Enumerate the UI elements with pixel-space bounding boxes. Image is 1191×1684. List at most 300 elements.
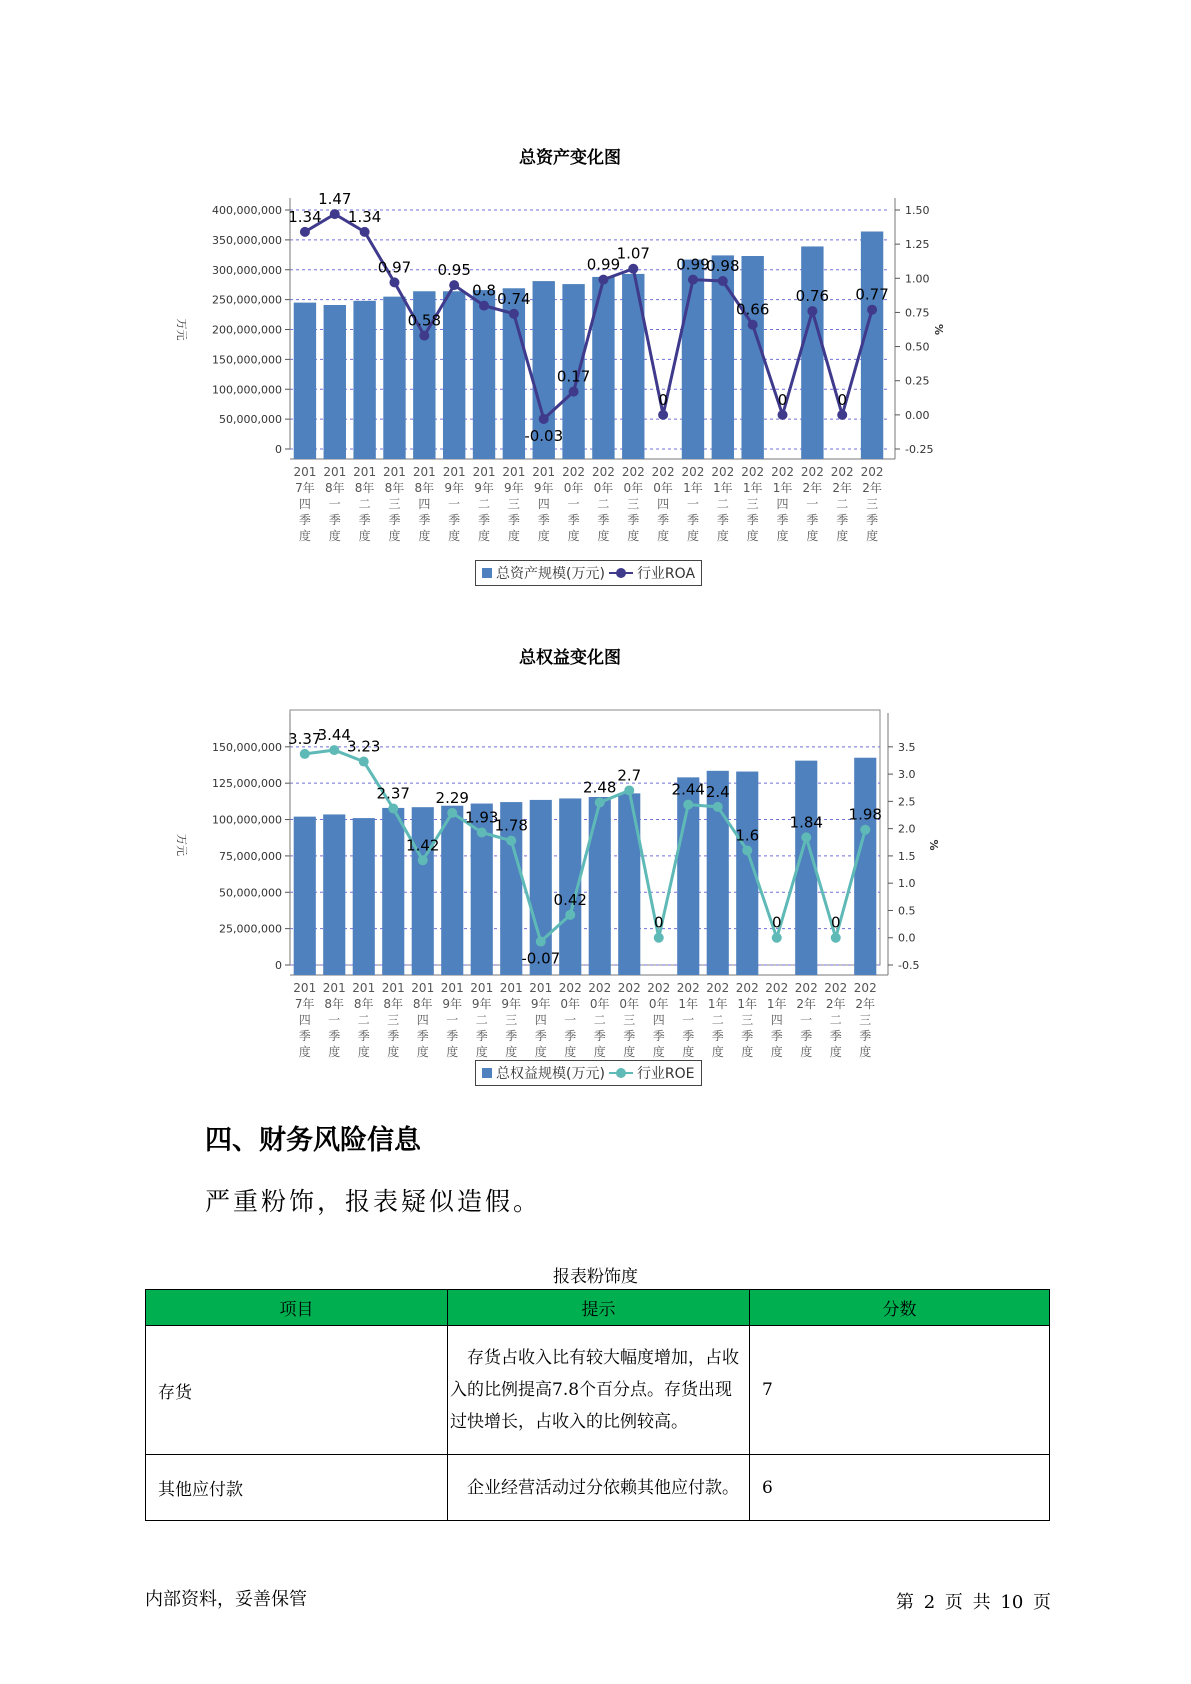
x-tick-label: 度 [836,529,849,543]
x-tick-label: 三 [746,497,759,511]
header-hint: 提示 [448,1290,750,1326]
x-tick-label: 0年 [653,481,673,495]
x-tick-label: 二 [711,1013,724,1027]
y2-tick-label: 0.75 [905,306,930,320]
x-tick-label: 1年 [678,997,699,1011]
x-tick-label: 季 [652,1029,665,1043]
line-point [807,306,817,316]
x-tick-label: 三 [505,1013,518,1027]
x-tick-label: 201 [472,465,496,479]
x-tick-label: 四 [418,497,431,511]
risk-table [145,1289,1050,1521]
x-tick-label: 201 [383,465,406,479]
x-tick-label: 三 [866,497,879,511]
bar [294,817,316,975]
x-tick-label: 度 [627,529,640,543]
bar [382,808,404,975]
data-label: 1.93 [465,808,499,827]
line-point [713,802,723,812]
x-tick-label: 度 [537,529,550,543]
line-point [867,305,877,315]
x-tick-label: 度 [711,1045,724,1059]
x-tick-label: 201 [353,465,377,479]
x-tick-label: 201 [293,465,317,479]
data-label: 0 [830,913,841,932]
x-tick-label: 季 [537,513,550,527]
x-tick-label: 一 [682,1013,695,1027]
y-axis-label: 万元 [175,834,188,856]
line-point [688,275,698,285]
x-tick-label: 季 [716,513,729,527]
x-tick-label: 季 [567,513,580,527]
x-tick-label: 度 [657,529,670,543]
x-tick-label: 季 [298,513,311,527]
data-label: 1.84 [789,813,823,832]
x-tick-label: 季 [746,513,759,527]
y2-tick-label: 2.0 [898,822,916,836]
x-tick-label: 二 [829,1013,842,1027]
cell-hint: 存货占收入比有较大幅度增加，占收入的比例提高7.8个百分点。存货出现过快增长，占收入的比例较高。 [448,1326,750,1455]
line-point [300,227,310,237]
x-tick-label: 202 [647,981,671,995]
x-tick-label: 四 [298,497,311,511]
bar [854,758,876,975]
x-tick-label: 0年 [648,997,669,1011]
x-tick-label: 度 [829,1045,842,1059]
x-tick-label: 2年 [855,997,876,1011]
y-axis-label: 万元 [175,318,188,341]
x-tick-label: 三 [741,1013,754,1027]
x-tick-label: 1年 [742,481,763,495]
x-tick-label: 202 [741,465,765,479]
x-tick-label: 度 [298,1045,311,1059]
x-tick-label: 季 [711,1029,724,1043]
x-tick-label: 季 [686,513,699,527]
x-tick-label: 三 [859,1013,872,1027]
x-tick-label: 201 [323,465,347,479]
bar [682,260,704,459]
y2-tick-label: -0.5 [898,959,920,972]
x-tick-label: 202 [771,465,794,479]
data-label: 1.34 [288,207,322,226]
y2-tick-label: 0.50 [905,340,930,354]
x-tick-label: 度 [859,1045,872,1059]
x-tick-label: 0年 [560,997,581,1011]
table-header-row [146,1290,1050,1326]
footer-confidential: 内部资料，妥善保管 [145,1589,307,1610]
y-tick-label: 100,000,000 [212,383,282,397]
x-tick-label: 0年 [623,481,644,495]
chart-legend [475,560,702,586]
data-label: 2.4 [705,782,730,801]
y2-tick-label: 0.5 [898,904,916,918]
cell-hint: 企业经营活动过分依赖其他应付款。 [448,1455,750,1521]
x-tick-label: 二 [357,1013,370,1027]
x-tick-label: 季 [505,1029,518,1043]
y-tick-label: 150,000,000 [212,740,282,754]
x-tick-label: 度 [597,529,610,543]
data-label: 0 [837,390,847,409]
line-point [801,832,811,842]
y-tick-label: 0 [275,443,282,456]
x-tick-label: 7年 [294,997,315,1011]
y-tick-label: 250,000,000 [212,293,282,307]
y-tick-label: 50,000,000 [219,413,282,427]
x-tick-label: 季 [593,1029,606,1043]
x-tick-label: 季 [418,513,431,527]
data-label: 3.37 [288,729,322,748]
x-tick-label: 202 [824,981,848,995]
y2-tick-label: 0.25 [905,374,930,388]
x-tick-label: 9年 [504,481,524,495]
line-point [683,800,693,810]
bar [323,814,345,975]
x-tick-label: 9年 [444,481,464,495]
x-tick-label: 季 [448,513,461,527]
line-point [718,276,728,286]
data-label: 1.47 [318,190,352,209]
data-label: 0 [658,390,668,409]
x-tick-label: 季 [387,1029,400,1043]
line-point [778,410,788,420]
x-tick-label: 度 [358,529,371,543]
line-point [329,745,339,755]
x-tick-label: 度 [652,1045,665,1059]
x-tick-label: 1年 [707,997,728,1011]
x-tick-label: 1年 [737,997,758,1011]
chart-legend [475,1060,702,1086]
bar [412,807,434,975]
x-tick-label: 一 [328,1013,341,1027]
y2-tick-label: 0.00 [905,408,930,422]
x-tick-label: 9年 [474,481,494,495]
y-tick-label: 150,000,000 [212,353,282,367]
data-label: 1.07 [616,244,650,263]
x-tick-label: 201 [381,981,405,995]
bar [294,303,316,459]
x-tick-label: 度 [593,1045,606,1059]
line-point [860,825,870,835]
x-tick-label: 202 [765,981,789,995]
y2-tick-label: 3.5 [898,740,916,754]
x-tick-label: 季 [800,1029,813,1043]
data-label: 0.99 [676,255,710,274]
y2-tick-label: -0.25 [905,443,934,456]
x-tick-label: 四 [657,497,670,511]
line-point [419,331,429,341]
x-tick-label: 三 [627,497,640,511]
x-tick-label: 202 [711,465,735,479]
x-tick-label: 一 [806,497,819,511]
x-tick-label: 度 [623,1045,636,1059]
y-tick-label: 25,000,000 [219,922,282,936]
chart-title: 总资产变化图 [519,148,621,168]
x-tick-label: 9年 [442,997,463,1011]
bar [861,232,883,459]
risk-summary-text: 严重粉饰，报表疑似造假。 [205,1187,542,1216]
x-tick-label: 9年 [501,997,522,1011]
x-tick-label: 四 [652,1013,665,1027]
x-tick-label: 季 [416,1029,429,1043]
line-point [595,797,605,807]
x-tick-label: 202 [860,465,884,479]
line-point [628,264,638,274]
bar [801,246,823,459]
line-point [360,227,370,237]
data-label: -0.07 [521,949,561,968]
x-tick-label: 8年 [353,997,374,1011]
data-label: 0.99 [586,255,621,274]
x-tick-label: 202 [676,981,700,995]
x-tick-label: 7年 [295,481,315,495]
x-tick-label: 202 [735,981,759,995]
x-tick-label: 201 [470,981,494,995]
line-point [831,933,841,943]
x-tick-label: 季 [829,1029,842,1043]
x-tick-label: 一 [567,497,580,511]
line-point [565,910,575,920]
chart-title: 总权益变化图 [519,648,621,668]
header-item: 项目 [146,1290,448,1326]
x-tick-label: 度 [741,1045,754,1059]
x-tick-label: 1年 [713,481,733,495]
x-tick-label: 度 [357,1045,370,1059]
line-point [837,410,847,420]
table-caption: 报表粉饰度 [553,1267,638,1287]
data-label: 2.7 [617,766,642,785]
data-label: 2.48 [583,778,617,797]
x-tick-label: 度 [866,529,879,543]
equity-chart-block [170,640,970,1100]
x-tick-label: 202 [830,465,854,479]
bar [324,305,346,459]
x-tick-label: 0年 [589,997,610,1011]
line-point [388,803,398,813]
x-tick-label: 四 [534,1013,547,1027]
x-tick-label: 季 [358,513,371,527]
line-point [449,280,459,290]
data-label: 2.44 [671,780,705,799]
x-tick-label: 度 [686,529,699,543]
y2-tick-label: 3.0 [898,768,916,782]
y2-tick-label: 1.25 [905,238,930,252]
line-point [506,836,516,846]
y-tick-label: 350,000,000 [212,233,282,247]
x-tick-label: 度 [800,1045,813,1059]
line-point [418,855,428,865]
x-tick-label: 202 [794,981,818,995]
x-tick-label: 一 [328,497,341,511]
bar-legend-swatch [482,1068,492,1078]
x-tick-label: 三 [623,1013,636,1027]
x-tick-label: 季 [507,513,520,527]
x-tick-label: 季 [597,513,610,527]
x-tick-label: 四 [416,1013,429,1027]
x-tick-label: 202 [562,465,586,479]
x-tick-label: 度 [567,529,580,543]
x-tick-label: 度 [446,1045,459,1059]
bar [741,256,763,459]
x-tick-label: 一 [446,1013,459,1027]
data-label: 0.17 [556,367,591,386]
x-tick-label: 季 [866,513,879,527]
x-tick-label: 2年 [862,481,882,495]
x-tick-label: 季 [388,513,401,527]
cell-item: 其他应付款 [146,1455,448,1521]
x-tick-label: 201 [293,981,317,995]
x-tick-label: 一 [686,497,699,511]
x-tick-label: 度 [770,1045,783,1059]
x-tick-label: 201 [411,981,435,995]
x-tick-label: 202 [617,981,641,995]
y-tick-label: 50,000,000 [219,886,282,900]
line-point [654,933,664,943]
data-label: 0.74 [497,289,531,308]
data-label: 0.8 [472,281,496,300]
y-tick-label: 200,000,000 [212,323,282,337]
line-legend-label: 行业ROA [636,566,696,582]
x-tick-label: 2年 [825,997,846,1011]
x-tick-label: 202 [588,981,612,995]
cell-score: 6 [750,1455,1050,1521]
equity-chart [170,680,970,1100]
y2-axis-label: % [932,323,945,336]
x-tick-label: 二 [478,497,491,511]
bar [353,301,375,459]
bar [383,297,405,459]
x-tick-label: 一 [800,1013,813,1027]
x-tick-label: 8年 [324,481,345,495]
data-label: 1.34 [347,207,382,226]
x-tick-label: 201 [440,981,464,995]
x-tick-label: 201 [352,981,376,995]
x-tick-label: 四 [776,497,789,511]
x-tick-label: 季 [836,513,849,527]
x-tick-label: 季 [770,1029,783,1043]
data-label: 1.42 [406,836,440,855]
section-heading: 四、财务风险信息 [205,1125,421,1156]
data-label: 0.98 [706,257,740,276]
bar-legend-label: 总资产规模(万元) [496,566,605,582]
data-label: 2.37 [376,784,410,803]
x-tick-label: 二 [836,497,849,511]
x-tick-label: 三 [387,1013,400,1027]
x-tick-label: 季 [627,513,640,527]
bar [589,797,611,975]
x-tick-label: 8年 [384,481,405,495]
x-tick-label: 一 [448,497,461,511]
y-tick-label: 75,000,000 [219,849,282,863]
x-tick-label: 度 [507,529,520,543]
table-row [146,1326,1050,1455]
data-label: 3.44 [317,726,351,745]
x-tick-label: 8年 [383,997,404,1011]
x-tick-label: 201 [322,981,346,995]
data-label: 3.23 [347,737,381,756]
x-tick-label: 度 [776,529,789,543]
x-tick-label: 1年 [683,481,703,495]
data-label: 0 [777,390,788,409]
data-label: 1.6 [735,826,760,845]
cell-score: 7 [750,1326,1050,1455]
x-tick-label: 0年 [593,481,614,495]
x-tick-label: 201 [499,981,523,995]
line-point [479,301,489,311]
x-tick-label: 202 [706,981,730,995]
data-label: 0.76 [795,287,830,306]
x-tick-label: 四 [770,1013,783,1027]
x-tick-label: 8年 [324,997,345,1011]
x-tick-label: 2年 [796,997,817,1011]
x-tick-label: 201 [529,981,553,995]
x-tick-label: 季 [478,513,491,527]
x-tick-label: 度 [475,1045,488,1059]
x-tick-label: 1年 [766,997,787,1011]
y2-tick-label: 2.5 [898,795,916,809]
bar [353,818,375,975]
table-row [146,1455,1050,1521]
x-tick-label: 1年 [772,481,793,495]
x-tick-label: 季 [859,1029,872,1043]
y-tick-label: 300,000,000 [212,263,282,277]
cell-item: 存货 [146,1326,448,1455]
x-tick-label: 季 [328,1029,341,1043]
x-tick-label: 二 [716,497,729,511]
y-tick-label: 100,000,000 [212,813,282,827]
x-tick-label: 季 [741,1029,754,1043]
line-point [539,414,549,424]
data-label: 0.42 [553,890,587,909]
x-tick-label: 0年 [619,997,640,1011]
x-tick-label: 一 [564,1013,577,1027]
x-tick-label: 季 [776,513,789,527]
data-label: -0.03 [524,426,564,445]
header-score: 分数 [750,1290,1050,1326]
x-tick-label: 四 [537,497,550,511]
line-point [389,277,399,287]
line-point [536,937,546,947]
bar-legend-label: 总权益规模(万元) [496,1066,605,1082]
assets-chart [170,180,970,600]
bar [443,291,465,459]
x-tick-label: 2年 [802,481,823,495]
x-tick-label: 度 [388,529,401,543]
x-tick-label: 度 [564,1045,577,1059]
bar [707,771,729,975]
y-tick-label: 0 [275,959,282,972]
x-tick-label: 202 [651,465,675,479]
y2-tick-label: 1.5 [898,849,916,863]
x-tick-label: 季 [357,1029,370,1043]
data-label: 1.98 [848,805,882,824]
footer-page-number: 第 2 页 共 10 页 [896,1592,1051,1613]
assets-chart-block [170,140,970,600]
x-tick-label: 三 [388,497,401,511]
line-point [569,387,579,397]
data-label: 0.58 [407,311,442,330]
line-point [598,275,608,285]
x-tick-label: 度 [746,529,759,543]
line-point [658,410,668,420]
x-tick-label: 三 [507,497,520,511]
data-label: 2.29 [435,788,469,807]
x-tick-label: 201 [532,465,556,479]
data-label: 1.78 [494,816,528,835]
x-tick-label: 度 [298,529,311,543]
x-tick-label: 度 [505,1045,518,1059]
x-tick-label: 季 [446,1029,459,1043]
bar-legend-swatch [482,568,492,578]
